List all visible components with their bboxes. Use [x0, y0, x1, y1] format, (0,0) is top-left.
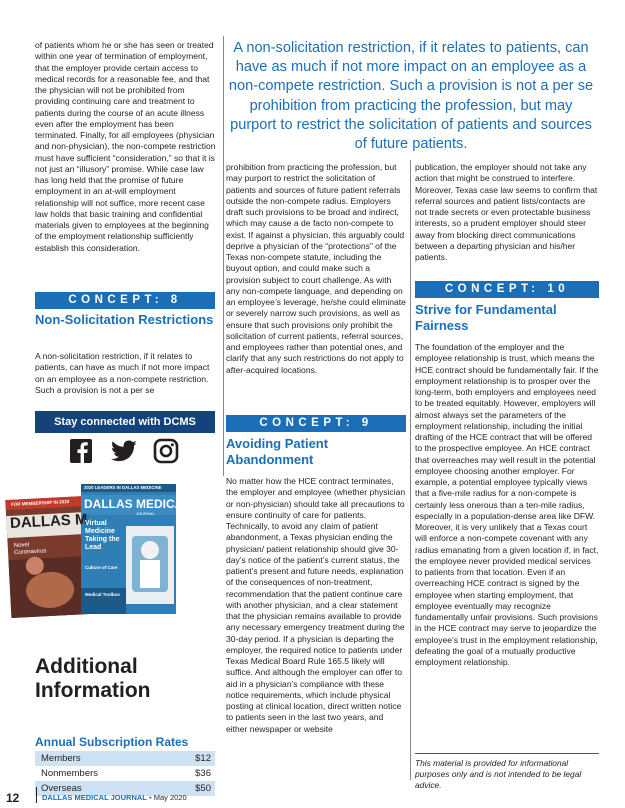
rate-row — [35, 766, 215, 781]
magazine-front-sub: JOURNAL — [136, 511, 155, 516]
rates-subtitle: Annual Subscription Rates — [35, 735, 189, 749]
footer-separator: • — [148, 793, 152, 802]
column-1-paragraph: of patients whom he or she has seen or treated within one year of termination of employment, that the employer provide certain access to medical records for a reasonable fee, and that the physician will not be prohibited from providing continuing care and treatment to patients during the course of an acute illness even after the employment has been terminated. Finally, for all employees (physician and non-physician), the non-compete restriction must have sufficient “consideration,” so that it is not just an “illusory” promise. While case law has long held that the promise of future employment in an at-will employment relationship will not suffice, more recent case law holds that basic training and confidential materials given to employees at the beginning of the employment relationship sufficiently establish this consideration. — [35, 40, 216, 253]
magazine-front-headline: Virtual Medicine Taking the Lead — [85, 520, 120, 551]
concept-10-title: Strive for Fundamental Fairness — [415, 302, 557, 333]
page-number: 12 — [6, 791, 20, 805]
facebook-icon[interactable] — [67, 437, 95, 465]
column-1-body — [35, 40, 216, 254]
concept-10-paragraph: The foundation of the employer and the employee relationship is trust, which means the HCE contract should be fundamentally fair. If the employment relationship is to prosper over the long-term, both employers and employees need to be treated equitably. However, employers will almost always set the parameters of the employment relationship, including the initial drafting of the HCE contract that will be offered to the prospective employee. An HCE contract that overreaches may well result in the potential employee choosing another employer. For example, a potential employee typically views that a five-mile radius for a non-compete is certainly less onerous than a ten-mile radius, especially in a population-dense area like DFW. Moreover, it is very unlikely that a Texas court will enforce a non-compete covenant with any radius emanating from a given location if, in fact, the employee never provided medical services to patients from that location. Even if an overreaching HCE contract is signed by the employee when starting employment, that employee eventually may recognize fundamentally unfair provisions. Such provisions in the HCE contract may serve to jeopardize the employee’s trust in the employment relationship, defeating the goal of a mutually productive employment relationship. — [415, 342, 599, 667]
magazine-front-mid: Culture of Care — [85, 565, 118, 570]
column-divider — [410, 160, 411, 780]
journal-name: DALLAS MEDICAL JOURNAL — [42, 793, 147, 802]
pull-quote: A non-solicitation restriction, if it relates to patients, can have as much if not more impact on an employee as a non-compete restriction. Such a provision is not a per se prohibition from practicing the profession, but may purport to restrict the solicitation of patients and sources of future patients. — [228, 40, 594, 153]
concept-8-body — [35, 351, 216, 396]
concept-9-body — [226, 476, 406, 735]
concept-9-title: Avoiding Patient Abandonment — [226, 436, 329, 467]
column-divider — [223, 36, 224, 476]
column-2-paragraph: prohibition from practicing the profession, but may purport to restrict the solicitation of patients and sources of future patient referrals outside the non-compete radius. Employers draft such provisions to be broad and indirect, which may cause a de facto non-compete to exist. If against a physician, this arguably could deprive a physician of the “protections” of the Texas non-compete statute, including the buyout option, and could make such a provision subject to court challenge. As with any non-compete language, and depending on an employee’s leverage, he/she could eliminate or severely narrow such provisions, as well as ensure that such provisions only prohibit the solicitation of current patients, referral sources, and employees rather than potential ones, and clarify that any such restrictions do not apply to after-acquired locations. — [226, 162, 406, 375]
additional-info-title: Additional Information — [35, 655, 151, 702]
footer-journal — [42, 793, 187, 802]
rate-price: $50 — [165, 781, 215, 796]
column-2-body — [226, 162, 406, 376]
rate-name: Overseas — [35, 781, 165, 796]
social-heading: Stay connected with DCMS — [35, 411, 215, 433]
magazine-front-banner: 2020 LEADERS IN DALLAS MEDICINE — [84, 485, 162, 490]
instagram-icon[interactable] — [152, 437, 180, 465]
concept-9-paragraph: No matter how the HCE contract terminates, the employer and employee (whether physician or non-physician) should take all precautions to ensure continuity of care for patients. Technically, to avoid any claim of patient abandonment, a Texas physician ending the physician/ patient relationship should give 30-day’s notice of the patient’s current status, the patient’s present and future needs, explanation of the consequences of non-treatment, recommendation that the patient continue care with another physician, and a clear statement that the physician remains available to provide any necessary emergency treatment during the 30-day period. If a physician is departing the employer, the required notice to patients under Texas Medical Board Rule 165.5 likely will suffice. And although the employer can offer to aid in a physician’s compliance with these notice requirements, which include physical posting at clinical location, direct written notice to patients seen in the last two years, and either newspaper or website — [226, 476, 406, 734]
rate-price: $12 — [165, 751, 215, 766]
rate-price: $36 — [165, 766, 215, 781]
concept-9-label: CONCEPT: 9 — [226, 415, 406, 432]
rate-name: Nonmembers — [35, 766, 165, 781]
column-3-body — [415, 162, 599, 263]
concept-10-body — [415, 342, 599, 668]
magazine-covers — [8, 480, 191, 620]
magazine-back-banner: FOR MEMBERSHIP IN 2020 — [10, 498, 70, 507]
rates-table — [35, 751, 215, 796]
magazine-front-low: Medical Toolbox — [85, 592, 120, 597]
disclaimer: This material is provided for informational purposes only and is not intended to be legal advice. — [415, 758, 582, 790]
issue-date: May 2020 — [153, 793, 187, 802]
concept-8-title: Non-Solicitation Restrictions — [35, 312, 214, 327]
concept-10-label: CONCEPT: 10 — [415, 281, 599, 298]
column-3-paragraph: publication, the employer should not take any action that might be construed to interfere. Moreover, Texas case law seems to confirm that referral sources and patient lists/contacts are not trade secrets or even protectable business interests, so a prudent employer should steer away from blocking direct communications between a departing physician and his/her patients. — [415, 162, 598, 262]
magazine-front-masthead: DALLAS MEDICAL — [84, 497, 191, 511]
magazine-back-masthead: DALLAS M — [9, 510, 88, 532]
magazine-back-headline: Novel Coronavirus — [13, 542, 47, 557]
twitter-icon[interactable] — [110, 437, 138, 465]
rate-row — [35, 751, 215, 766]
concept-8-label: CONCEPT: 8 — [35, 292, 215, 309]
concept-8-paragraph: A non-solicitation restriction, if it relates to patients, can have as much if not more impact on an employee as a non-compete restriction. Such a provision is not a per se — [35, 351, 210, 395]
disclaimer-rule — [415, 753, 599, 754]
rate-name: Members — [35, 751, 165, 766]
footer-divider — [36, 787, 37, 803]
